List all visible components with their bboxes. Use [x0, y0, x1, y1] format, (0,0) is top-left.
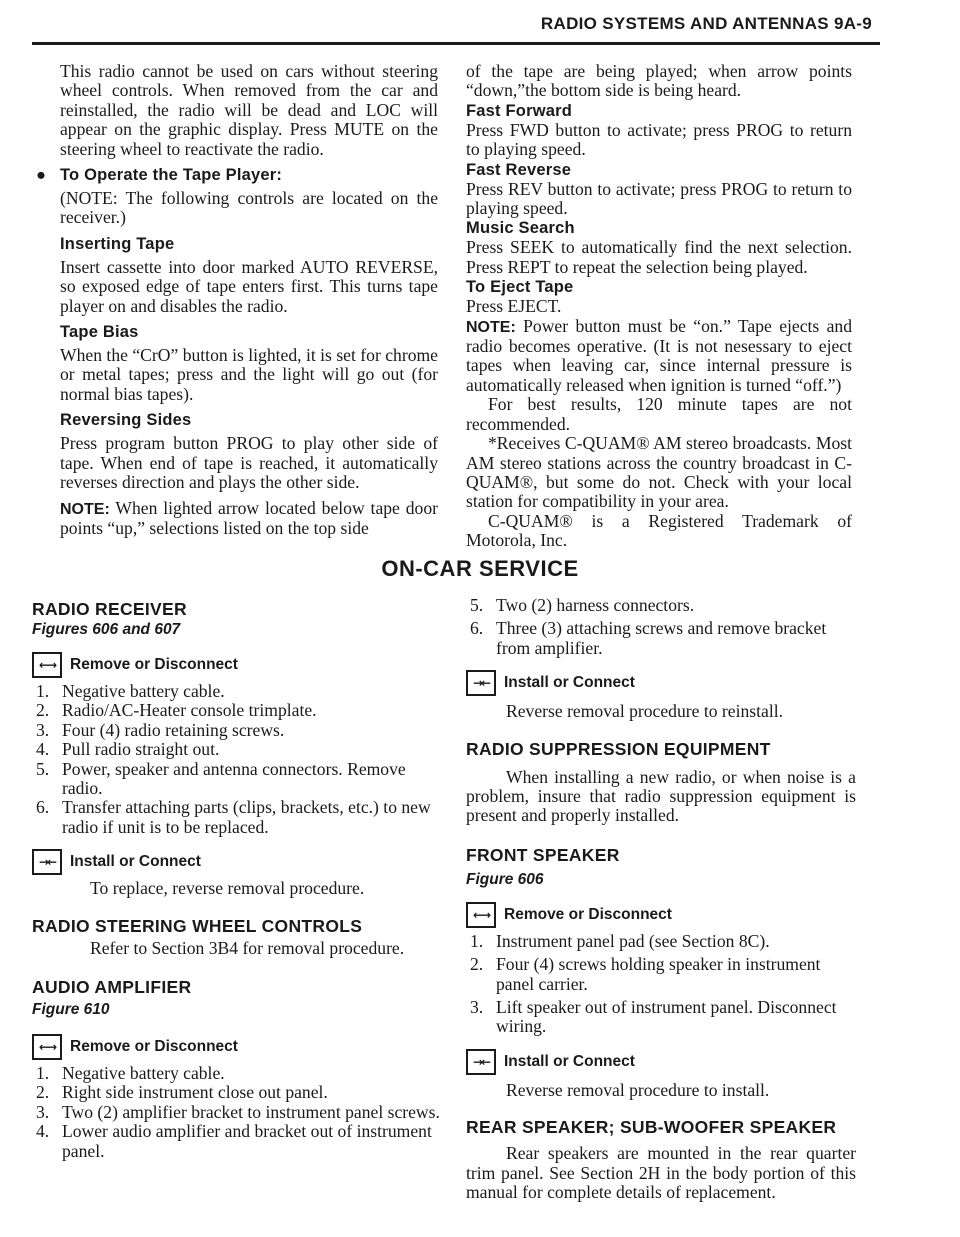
- front-speaker-heading: FRONT SPEAKER: [466, 844, 620, 865]
- step-number: 3.: [470, 997, 484, 1018]
- right-top-column: [466, 62, 852, 551]
- right-bottom-column: [466, 596, 856, 1203]
- fast-forward-text: Press FWD button to activate; press PROG to return to playing speed.: [466, 119, 852, 160]
- note-label: NOTE:: [466, 318, 516, 336]
- radio-receiver-figure-ref: Figures 606 and 607: [32, 621, 181, 638]
- list-item: [36, 1122, 440, 1161]
- best-results-text: For best results, 120 minute tapes are not recommended.: [466, 394, 852, 434]
- step-text: Negative battery cable.: [62, 1063, 225, 1084]
- list-item: [470, 932, 856, 951]
- step-number: 2.: [36, 1082, 50, 1103]
- inserting-tape-heading: Inserting Tape: [60, 234, 175, 253]
- tape-bias-text: When the “CrO” button is lighted, it is set for chrome or metal tapes; press and the light will go out (for normal bias tapes).: [60, 345, 438, 404]
- suppression-equipment-text: When installing a new radio, or when noise is a problem, insure that radio suppression equipment is present and properly installed.: [466, 766, 856, 826]
- step-number: 5.: [470, 595, 484, 615]
- remove-disconnect-label: Remove or Disconnect: [70, 656, 238, 673]
- list-item: [36, 721, 440, 740]
- step-text: Lower audio amplifier and bracket out of instrument panel.: [62, 1121, 432, 1161]
- step-number: 5.: [36, 758, 50, 779]
- step-text: Pull radio straight out.: [62, 739, 220, 760]
- list-item: [470, 596, 856, 615]
- front-install-text: Reverse removal procedure to install.: [506, 1079, 770, 1100]
- step-number: 1.: [470, 930, 484, 951]
- rear-speaker-text: Rear speakers are mounted in the rear quarter trim panel. See Section 2H in the body portion of this manual for complete details of replacement.: [466, 1143, 856, 1203]
- list-item: [36, 740, 440, 759]
- tape-door-note: [60, 499, 438, 539]
- step-text: Instrument panel pad (see Section 8C).: [496, 930, 770, 951]
- fast-forward-heading: Fast Forward: [466, 101, 573, 120]
- step-number: 3.: [36, 1101, 50, 1122]
- receiver-install-text: To replace, reverse removal procedure.: [90, 878, 365, 899]
- install-connect-row: [32, 847, 440, 877]
- audio-amplifier-figure-ref: Figure 610: [32, 1001, 110, 1019]
- amplifier-removal-steps-continued: [470, 596, 856, 658]
- list-item: [36, 798, 440, 837]
- step-number: 6.: [36, 797, 50, 818]
- left-top-column: [36, 61, 438, 538]
- eject-tape-text: Press EJECT.: [466, 296, 562, 317]
- step-text: Transfer attaching parts (clips, brackets, etc.) to new radio if unit is to be replaced.: [62, 797, 431, 837]
- tape-player-heading: [36, 165, 438, 185]
- intro-paragraph: This radio cannot be used on cars without steering wheel controls. When removed from the car and reinstalled, the radio will be dead and LOC will appear on the graphic display. Press MUTE on the steering wheel to reactivate the radio.: [60, 61, 438, 159]
- eject-tape-heading: To Eject Tape: [466, 278, 574, 297]
- list-item: [470, 955, 856, 994]
- left-bottom-column: [32, 598, 440, 1161]
- reversing-sides-text: Press program button PROG to play other side of tape. When end of tape is reached, it automatically reverses direction and plays the other side.: [60, 433, 438, 493]
- remove-arrows-icon: ←→: [32, 1034, 62, 1060]
- music-search-heading: Music Search: [466, 219, 575, 238]
- step-text: Right side instrument close out panel.: [62, 1082, 328, 1103]
- steering-wheel-controls-text: Refer to Section 3B4 for removal procedure.: [90, 937, 405, 958]
- install-connect-label: Install or Connect: [504, 674, 635, 692]
- rear-speaker-heading: REAR SPEAKER; SUB-WOOFER SPEAKER: [466, 1117, 837, 1138]
- front-speaker-removal-steps: [470, 932, 856, 1037]
- step-text: Two (2) amplifier bracket to instrument panel screws.: [62, 1101, 440, 1122]
- amp-install-text: Reverse removal procedure to reinstall.: [506, 701, 783, 722]
- tape-player-heading-text: To Operate the Tape Player:: [60, 166, 283, 185]
- step-number: 2.: [470, 954, 484, 975]
- amplifier-removal-steps: [36, 1064, 440, 1161]
- fast-reverse-text: Press REV button to activate; press PROG to return to playing speed.: [466, 178, 852, 219]
- step-number: 2.: [36, 700, 50, 721]
- front-speaker-figure-ref: Figure 606: [466, 870, 544, 888]
- note-text: Power button must be “on.” Tape ejects and radio becomes operative. (It is not nesessary to eject tapes when leaving car, since internal pressure is automatically released when ignition is turned “off.”): [466, 315, 852, 395]
- radio-receiver-heading: RADIO RECEIVER: [32, 599, 187, 619]
- list-item: [36, 1103, 440, 1122]
- step-text: Negative battery cable.: [62, 681, 225, 701]
- cquam-text: *Receives C-QUAM® AM stereo broadcasts. Most AM stereo stations across the country broadcast in C-QUAM®, but some do not. Check with your local station for compatibility in your area.: [466, 433, 852, 512]
- cquam-trademark-text: C-QUAM® is a Registered Trademark of Motorola, Inc.: [466, 510, 852, 551]
- step-number: 4.: [36, 739, 50, 760]
- tape-side-continued: of the tape are being played; when arrow points “down,”the bottom side is being heard.: [466, 61, 852, 101]
- header-rule: [32, 42, 880, 45]
- note-label: NOTE:: [60, 500, 110, 518]
- amp-remove-disconnect-row: [32, 1032, 440, 1062]
- remove-arrows-icon: ←→: [32, 652, 62, 678]
- remove-disconnect-label: Remove or Disconnect: [70, 1038, 238, 1056]
- install-arrows-icon: →←: [32, 849, 62, 875]
- list-item: [36, 682, 440, 701]
- step-text: Two (2) harness connectors.: [496, 595, 695, 615]
- step-number: 6.: [470, 618, 484, 639]
- suppression-equipment-heading: RADIO SUPPRESSION EQUIPMENT: [466, 738, 771, 759]
- step-number: 3.: [36, 719, 50, 740]
- step-number: 1.: [36, 681, 50, 701]
- step-text: Power, speaker and antenna connectors. Remove radio.: [62, 758, 406, 799]
- amp-install-connect-row: [466, 668, 856, 698]
- install-arrows-icon: →←: [466, 670, 496, 696]
- install-connect-label: Install or Connect: [504, 1052, 635, 1070]
- note-text: When lighted arrow located below tape door points “up,” selections listed on the top side: [60, 497, 438, 538]
- step-text: Four (4) screws holding speaker in instrument panel carrier.: [496, 954, 821, 994]
- power-note: [466, 317, 852, 396]
- tape-bias-heading: Tape Bias: [60, 323, 139, 342]
- install-arrows-icon: →←: [466, 1049, 496, 1075]
- receiver-removal-steps: [36, 682, 440, 837]
- step-number: 1.: [36, 1063, 50, 1084]
- front-remove-disconnect-row: [466, 900, 856, 930]
- tape-note: (NOTE: The following controls are located on the receiver.): [60, 188, 438, 228]
- front-install-connect-row: [466, 1047, 856, 1077]
- install-connect-label: Install or Connect: [70, 853, 201, 871]
- fast-reverse-heading: Fast Reverse: [466, 160, 572, 179]
- list-item: [36, 760, 440, 799]
- reversing-sides-heading: Reversing Sides: [60, 411, 192, 430]
- step-text: Lift speaker out of instrument panel. Disconnect wiring.: [496, 997, 837, 1037]
- audio-amplifier-heading: AUDIO AMPLIFIER: [32, 977, 192, 998]
- section-title: ON-CAR SERVICE: [381, 556, 579, 581]
- list-item: [36, 1083, 440, 1102]
- list-item: [470, 619, 856, 658]
- page-header: RADIO SYSTEMS AND ANTENNAS 9A-9: [540, 14, 872, 33]
- bullet-icon: ●: [36, 166, 47, 185]
- steering-wheel-controls-heading: RADIO STEERING WHEEL CONTROLS: [32, 915, 363, 936]
- music-search-text: Press SEEK to automatically find the next selection. Press REPT to repeat the selection being played.: [466, 237, 852, 277]
- step-text: Three (3) attaching screws and remove bracket from amplifier.: [496, 618, 827, 658]
- step-text: Radio/AC-Heater console trimplate.: [62, 700, 317, 721]
- step-text: Four (4) radio retaining screws.: [62, 719, 285, 740]
- list-item: [470, 998, 856, 1037]
- list-item: [36, 1064, 440, 1083]
- inserting-tape-text: Insert cassette into door marked AUTO REVERSE, so exposed edge of tape enters first. This turns tape player on and disables the radio.: [60, 256, 438, 316]
- remove-arrows-icon: ←→: [466, 902, 496, 928]
- step-number: 4.: [36, 1121, 50, 1142]
- list-item: [36, 701, 440, 720]
- remove-disconnect-label: Remove or Disconnect: [504, 905, 672, 923]
- remove-disconnect-row: [32, 650, 440, 680]
